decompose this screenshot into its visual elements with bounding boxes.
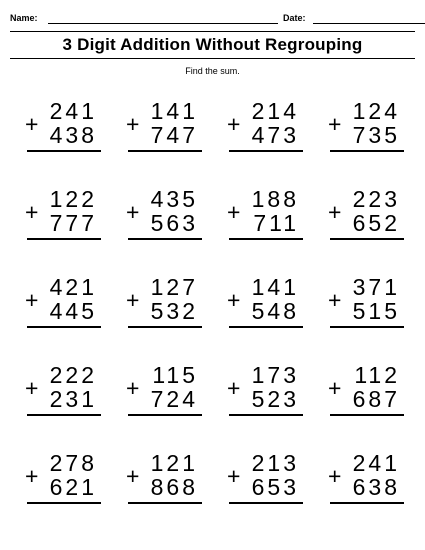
top-addend: 241 bbox=[49, 98, 97, 124]
plus-sign: + bbox=[25, 199, 39, 225]
addition-problem bbox=[227, 276, 303, 332]
answer-line bbox=[128, 238, 202, 240]
answer-line bbox=[229, 414, 303, 416]
top-addend: 214 bbox=[251, 98, 299, 124]
bottom-addend: 747 bbox=[150, 122, 198, 148]
bottom-addend: 621 bbox=[49, 474, 97, 500]
instructions: Find the sum. bbox=[185, 66, 240, 76]
top-addend: 141 bbox=[251, 274, 299, 300]
header-row bbox=[10, 13, 415, 25]
addition-problem bbox=[126, 188, 202, 244]
bottom-addend: 724 bbox=[150, 386, 198, 412]
plus-sign: + bbox=[25, 375, 39, 401]
plus-sign: + bbox=[328, 111, 342, 137]
top-addend: 127 bbox=[150, 274, 198, 300]
bottom-addend: 653 bbox=[251, 474, 299, 500]
top-addend: 421 bbox=[49, 274, 97, 300]
top-addend: 115 bbox=[152, 362, 198, 388]
plus-sign: + bbox=[126, 287, 140, 313]
answer-line bbox=[229, 150, 303, 152]
date-label: Date: bbox=[283, 13, 306, 23]
plus-sign: + bbox=[126, 199, 140, 225]
addition-problem bbox=[25, 452, 101, 508]
top-addend: 278 bbox=[49, 450, 97, 476]
answer-line bbox=[27, 414, 101, 416]
bottom-addend: 532 bbox=[150, 298, 198, 324]
plus-sign: + bbox=[126, 111, 140, 137]
answer-line bbox=[229, 502, 303, 504]
addition-problem bbox=[126, 452, 202, 508]
bottom-addend: 473 bbox=[251, 122, 299, 148]
addition-problem bbox=[328, 276, 404, 332]
bottom-addend: 652 bbox=[352, 210, 400, 236]
bottom-addend: 777 bbox=[49, 210, 97, 236]
plus-sign: + bbox=[328, 463, 342, 489]
answer-line bbox=[330, 326, 404, 328]
addition-problem bbox=[25, 188, 101, 244]
addition-problem bbox=[227, 452, 303, 508]
name-label: Name: bbox=[10, 13, 38, 23]
answer-line bbox=[330, 150, 404, 152]
bottom-addend: 438 bbox=[49, 122, 97, 148]
answer-line bbox=[128, 502, 202, 504]
bottom-addend: 231 bbox=[49, 386, 97, 412]
title-rule-bottom bbox=[10, 58, 415, 59]
top-addend: 213 bbox=[251, 450, 299, 476]
bottom-addend: 515 bbox=[352, 298, 400, 324]
addition-problem bbox=[328, 452, 404, 508]
bottom-addend: 548 bbox=[251, 298, 299, 324]
answer-line bbox=[27, 238, 101, 240]
answer-line bbox=[27, 326, 101, 328]
bottom-addend: 563 bbox=[150, 210, 198, 236]
top-addend: 222 bbox=[49, 362, 97, 388]
answer-line bbox=[128, 326, 202, 328]
top-addend: 121 bbox=[150, 450, 198, 476]
addition-problem bbox=[328, 364, 404, 420]
answer-line bbox=[128, 414, 202, 416]
addition-problem bbox=[227, 188, 303, 244]
answer-line bbox=[27, 502, 101, 504]
plus-sign: + bbox=[328, 287, 342, 313]
addition-problem bbox=[126, 100, 202, 156]
plus-sign: + bbox=[328, 199, 342, 225]
answer-line bbox=[330, 414, 404, 416]
addition-problem bbox=[328, 100, 404, 156]
plus-sign: + bbox=[126, 375, 140, 401]
top-addend: 124 bbox=[352, 98, 400, 124]
bottom-addend: 868 bbox=[150, 474, 198, 500]
addition-problem bbox=[227, 364, 303, 420]
plus-sign: + bbox=[227, 199, 241, 225]
answer-line bbox=[128, 150, 202, 152]
answer-line bbox=[330, 502, 404, 504]
bottom-addend: 523 bbox=[251, 386, 299, 412]
plus-sign: + bbox=[126, 463, 140, 489]
answer-line bbox=[229, 326, 303, 328]
plus-sign: + bbox=[25, 463, 39, 489]
addition-problem bbox=[328, 188, 404, 244]
addition-problem bbox=[25, 100, 101, 156]
answer-line bbox=[27, 150, 101, 152]
plus-sign: + bbox=[227, 111, 241, 137]
top-addend: 223 bbox=[352, 186, 400, 212]
bottom-addend: 445 bbox=[49, 298, 97, 324]
answer-line bbox=[330, 238, 404, 240]
top-addend: 141 bbox=[150, 98, 198, 124]
title-rule-top bbox=[10, 31, 415, 32]
page-title: 3 Digit Addition Without Regrouping bbox=[62, 35, 363, 54]
plus-sign: + bbox=[328, 375, 342, 401]
plus-sign: + bbox=[227, 463, 241, 489]
bottom-addend: 687 bbox=[352, 386, 400, 412]
top-addend: 371 bbox=[352, 274, 400, 300]
bottom-addend: 735 bbox=[352, 122, 400, 148]
top-addend: 122 bbox=[49, 186, 97, 212]
bottom-addend: 711 bbox=[253, 210, 299, 236]
plus-sign: + bbox=[227, 287, 241, 313]
addition-problem bbox=[25, 364, 101, 420]
top-addend: 173 bbox=[251, 362, 299, 388]
addition-problem bbox=[25, 276, 101, 332]
plus-sign: + bbox=[25, 111, 39, 137]
plus-sign: + bbox=[25, 287, 39, 313]
answer-line bbox=[229, 238, 303, 240]
top-addend: 188 bbox=[251, 186, 299, 212]
top-addend: 112 bbox=[354, 362, 400, 388]
plus-sign: + bbox=[227, 375, 241, 401]
top-addend: 435 bbox=[150, 186, 198, 212]
addition-problem bbox=[126, 276, 202, 332]
bottom-addend: 638 bbox=[352, 474, 400, 500]
addition-problem bbox=[227, 100, 303, 156]
date-field-line[interactable] bbox=[313, 23, 425, 24]
problem-grid bbox=[25, 100, 405, 515]
addition-problem bbox=[126, 364, 202, 420]
name-field-line[interactable] bbox=[48, 23, 278, 24]
top-addend: 241 bbox=[352, 450, 400, 476]
